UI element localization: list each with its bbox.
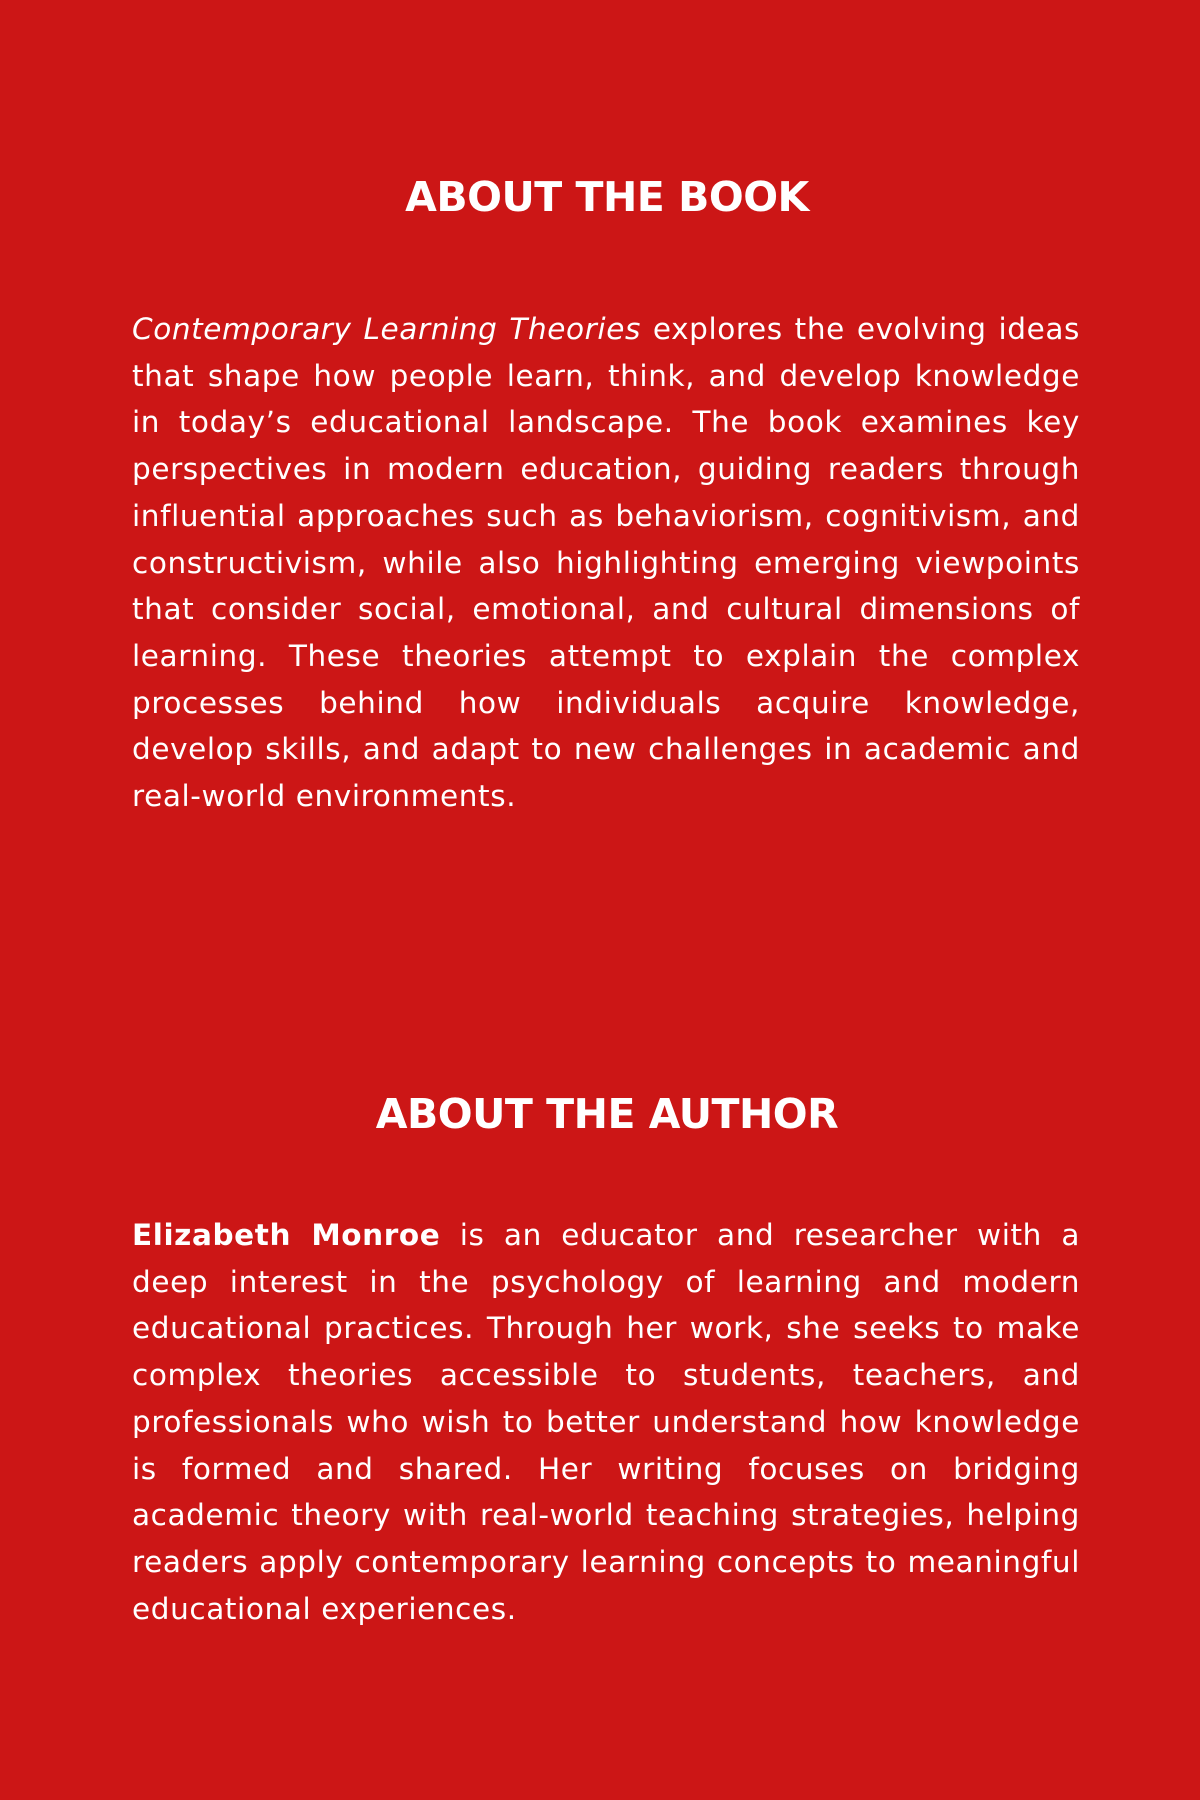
about-author-heading: ABOUT THE AUTHOR (375, 1090, 839, 1138)
author-name: Elizabeth Monroe (132, 1218, 441, 1252)
about-author-paragraph (132, 1212, 1080, 1632)
about-book-paragraph (132, 306, 1080, 820)
book-title: Contemporary Learning Theories (132, 312, 641, 346)
about-author-description: is an educator and researcher with a deep interest in the psychology of learning and modern educational practices. Through her work, she seeks to make complex theories accessible to students, teachers, and professionals who wish to better understand how knowledge is formed and shared. Her writing focuses on bridging academic theory with real-world teaching strategies, helping readers apply contemporary learning concepts to meaningful educational experiences. (132, 1218, 1080, 1626)
about-book-description: explores the evolving ideas that shape how people learn, think, and develop knowledge in today’s educational landscape. The book examines key perspectives in modern education, guiding readers through influential approaches such as behaviorism, cognitivism, and constructivism, while also highlighting emerging viewpoints that consider social, emotional, and cultural dimensions of learning. These theories attempt to explain the complex processes behind how individuals acquire knowledge, develop skills, and adapt to new challenges in academic and real-world environments. (132, 312, 1081, 814)
about-book-heading: ABOUT THE BOOK (405, 173, 809, 221)
